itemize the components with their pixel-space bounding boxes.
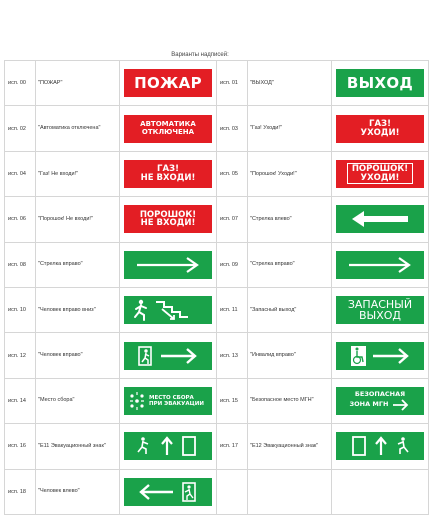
variant-code: исп. 08 (5, 242, 36, 287)
sign-wheelchair-right (336, 342, 424, 370)
variant-code: исп. 13 (217, 333, 248, 378)
sign-cell (332, 333, 429, 378)
variant-desc: "Газ! Не входи!" (36, 151, 120, 196)
arrow-left-running-man-icon (133, 480, 203, 504)
variants-table (4, 60, 429, 515)
variant-code: исп. 15 (217, 378, 248, 423)
variant-code: исп. 12 (5, 333, 36, 378)
assembly-point-icon (128, 390, 146, 412)
sign-cell (332, 151, 429, 196)
sign-poroshok-ukhodi: ПОРОШОК! УХОДИ! (336, 160, 424, 188)
variant-desc: "ПОЖАР" (36, 61, 120, 106)
sign-zapasnyi-vykhod: ЗАПАСНЫЙ ВЫХОД (336, 296, 424, 324)
sign-cell (120, 333, 217, 378)
evac-man-arrow-up-door-icon (133, 434, 203, 458)
table-row (5, 469, 429, 514)
variant-desc: "Инвалид вправо" (248, 333, 332, 378)
empty-cell (248, 469, 332, 514)
sign-cell (332, 287, 429, 332)
evac-door-arrow-up-man-icon (345, 434, 415, 458)
sign-cell (120, 469, 217, 514)
table-row (5, 106, 429, 151)
variant-desc: "Порошок! Не входи!" (36, 197, 120, 242)
sign-arrow-right (336, 251, 424, 279)
table-row (5, 151, 429, 196)
arrow-right-icon (392, 399, 410, 411)
running-man-door-arrow-right-icon (133, 344, 203, 368)
sign-cell (332, 242, 429, 287)
variant-code: исп. 09 (217, 242, 248, 287)
variant-code: исп. 14 (5, 378, 36, 423)
sign-cell (120, 287, 217, 332)
sign-man-right (124, 342, 212, 370)
variant-desc: "Человек вправо" (36, 333, 120, 378)
variant-desc: "Человек влево" (36, 469, 120, 514)
sign-e12 (336, 432, 424, 460)
variant-desc: "Е12 Эвакуационный знак" (248, 424, 332, 469)
sign-man-left (124, 478, 212, 506)
variant-desc: "Порошок! Уходи!" (248, 151, 332, 196)
variant-code: исп. 05 (217, 151, 248, 196)
running-man-stairs-down-icon (132, 298, 204, 322)
variant-desc: "Безопасное место МГН" (248, 378, 332, 423)
variant-desc: "Запасный выход" (248, 287, 332, 332)
sign-avtomatika: АВТОМАТИКА ОТКЛЮЧЕНА (124, 115, 212, 143)
wheelchair-arrow-right-icon (345, 344, 415, 368)
sign-arrow-right (124, 251, 212, 279)
sign-cell (332, 197, 429, 242)
variant-code: исп. 02 (5, 106, 36, 151)
table-row (5, 424, 429, 469)
empty-cell (217, 469, 248, 514)
variant-desc: "ВЫХОД" (248, 61, 332, 106)
variant-desc: "Стрелка влево" (248, 197, 332, 242)
variant-code: исп. 16 (5, 424, 36, 469)
variant-code: исп. 01 (217, 61, 248, 106)
empty-cell (332, 469, 429, 514)
sign-cell (332, 61, 429, 106)
variant-code: исп. 04 (5, 151, 36, 196)
sign-gaz-ne-vkhodi: ГАЗ! НЕ ВХОДИ! (124, 160, 212, 188)
variant-code: исп. 06 (5, 197, 36, 242)
sign-cell (120, 424, 217, 469)
sign-vykhod: ВЫХОД (336, 69, 424, 97)
sign-cell (332, 106, 429, 151)
variant-code: исп. 11 (217, 287, 248, 332)
arrow-right-icon (347, 255, 413, 275)
variant-code: исп. 07 (217, 197, 248, 242)
sign-pozhar: ПОЖАР (124, 69, 212, 97)
variant-desc: "Место сбора" (36, 378, 120, 423)
sign-gaz-ukhodi: ГАЗ! УХОДИ! (336, 115, 424, 143)
variant-desc: "Автоматика отключена" (36, 106, 120, 151)
variant-code: исп. 03 (217, 106, 248, 151)
variant-desc: "Е11 Эвакуационный знак" (36, 424, 120, 469)
sign-cell (120, 378, 217, 423)
table-row (5, 197, 429, 242)
arrow-right-icon (135, 255, 201, 275)
sign-cell (332, 378, 429, 423)
sign-arrow-left (336, 205, 424, 233)
variant-code: исп. 10 (5, 287, 36, 332)
sign-mesto-sbora: МЕСТО СБОРА ПРИ ЭВАКУАЦИИ (124, 387, 212, 415)
table-row (5, 61, 429, 106)
sign-cell (120, 106, 217, 151)
variant-desc: "Человек вправо вниз" (36, 287, 120, 332)
variant-code: исп. 00 (5, 61, 36, 106)
table-row (5, 242, 429, 287)
sign-e11 (124, 432, 212, 460)
sign-cell (120, 242, 217, 287)
variant-code: исп. 18 (5, 469, 36, 514)
table-row (5, 378, 429, 423)
variant-code: исп. 17 (217, 424, 248, 469)
table-row (5, 287, 429, 332)
variant-desc: "Газ! Уходи!" (248, 106, 332, 151)
caption: Варианты надписей: (171, 52, 229, 58)
sign-poroshok-ne-vkhodi: ПОРОШОК! НЕ ВХОДИ! (124, 205, 212, 233)
sign-cell (120, 197, 217, 242)
sign-cell (120, 61, 217, 106)
sign-cell (332, 424, 429, 469)
variant-desc: "Стрелка вправо" (36, 242, 120, 287)
sign-man-stairs (124, 296, 212, 324)
sign-cell (120, 151, 217, 196)
sign-bezopasnaya-zona: БЕЗОПАСНАЯ ЗОНА МГН (336, 387, 424, 415)
arrow-left-icon (350, 209, 410, 229)
variant-desc: "Стрелка вправо" (248, 242, 332, 287)
table-row (5, 333, 429, 378)
